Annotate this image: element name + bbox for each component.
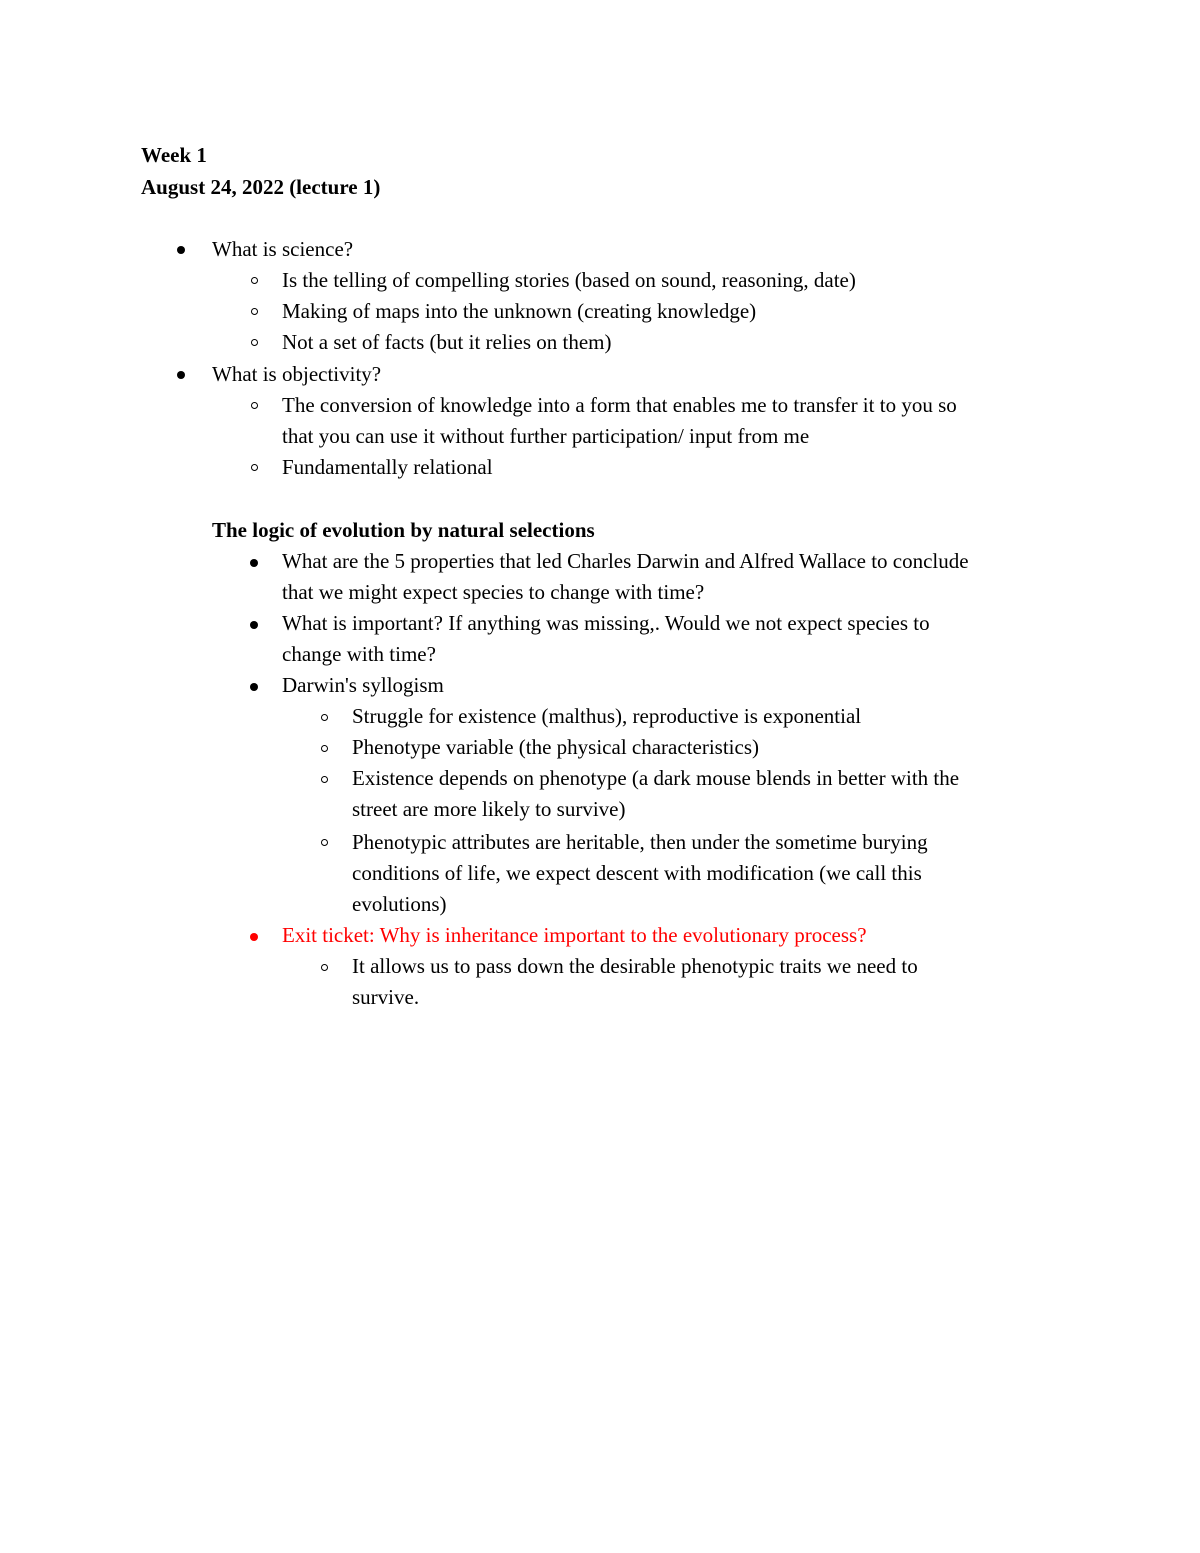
- week-heading: Week 1: [141, 143, 207, 167]
- bullet-filled-icon: [250, 559, 258, 567]
- list-item-important-line2: change with time?: [282, 642, 436, 666]
- section-title-evolution: The logic of evolution by natural selections: [212, 518, 595, 542]
- exit-ticket-question: Exit ticket: Why is inheritance important to the evolutionary process?: [282, 923, 867, 947]
- sub-item-syllogism-2: Phenotype variable (the physical characteristics): [352, 735, 759, 759]
- date-heading: August 24, 2022 (lecture 1): [141, 175, 381, 199]
- bullet-hollow-icon: [321, 745, 328, 752]
- sub-item-syllogism-3-line1: Existence depends on phenotype (a dark mouse blends in better with the: [352, 766, 960, 790]
- bullet-filled-icon: [177, 371, 185, 379]
- list-item-science: What is science?: [212, 237, 354, 261]
- sub-item-objectivity-2: Fundamentally relational: [282, 455, 493, 479]
- sub-item-objectivity-1-line1: The conversion of knowledge into a form that enables me to transfer it to you so: [282, 393, 957, 417]
- bullet-filled-red-icon: [250, 933, 258, 941]
- bullet-hollow-icon: [321, 964, 328, 971]
- list-item-important-line1: What is important? If anything was missing,. Would we not expect species to: [282, 611, 930, 635]
- list-item-properties-line2: that we might expect species to change with time?: [282, 580, 705, 604]
- bullet-hollow-icon: [321, 839, 328, 846]
- list-item-properties-line1: What are the 5 properties that led Charles Darwin and Alfred Wallace to conclude: [282, 549, 969, 573]
- sub-item-objectivity-1-line2: that you can use it without further participation/ input from me: [282, 424, 810, 448]
- bullet-hollow-icon: [321, 714, 328, 721]
- sub-item-science-2: Making of maps into the unknown (creating knowledge): [282, 299, 757, 323]
- bullet-hollow-icon: [251, 308, 258, 315]
- bullet-hollow-icon: [251, 339, 258, 346]
- sub-item-science-3: Not a set of facts (but it relies on them): [282, 330, 612, 354]
- bullet-hollow-icon: [251, 277, 258, 284]
- bullet-filled-icon: [177, 246, 185, 254]
- bullet-filled-icon: [250, 621, 258, 629]
- sub-item-syllogism-1: Struggle for existence (malthus), reproductive is exponential: [352, 704, 862, 728]
- sub-item-syllogism-4-line3: evolutions): [352, 892, 447, 916]
- exit-ticket-answer-line2: survive.: [352, 985, 420, 1009]
- list-item-syllogism: Darwin's syllogism: [282, 673, 444, 697]
- sub-item-syllogism-4-line1: Phenotypic attributes are heritable, then under the sometime burying: [352, 830, 928, 854]
- bullet-filled-icon: [250, 683, 258, 691]
- bullet-hollow-icon: [251, 402, 258, 409]
- sub-item-syllogism-4-line2: conditions of life, we expect descent with modification (we call this: [352, 861, 922, 885]
- sub-item-science-1: Is the telling of compelling stories (based on sound, reasoning, date): [282, 268, 856, 292]
- exit-ticket-answer-line1: It allows us to pass down the desirable phenotypic traits we need to: [352, 954, 918, 978]
- bullet-hollow-icon: [251, 464, 258, 471]
- list-item-objectivity: What is objectivity?: [212, 362, 382, 386]
- bullet-hollow-icon: [321, 776, 328, 783]
- sub-item-syllogism-3-line2: street are more likely to survive): [352, 797, 626, 821]
